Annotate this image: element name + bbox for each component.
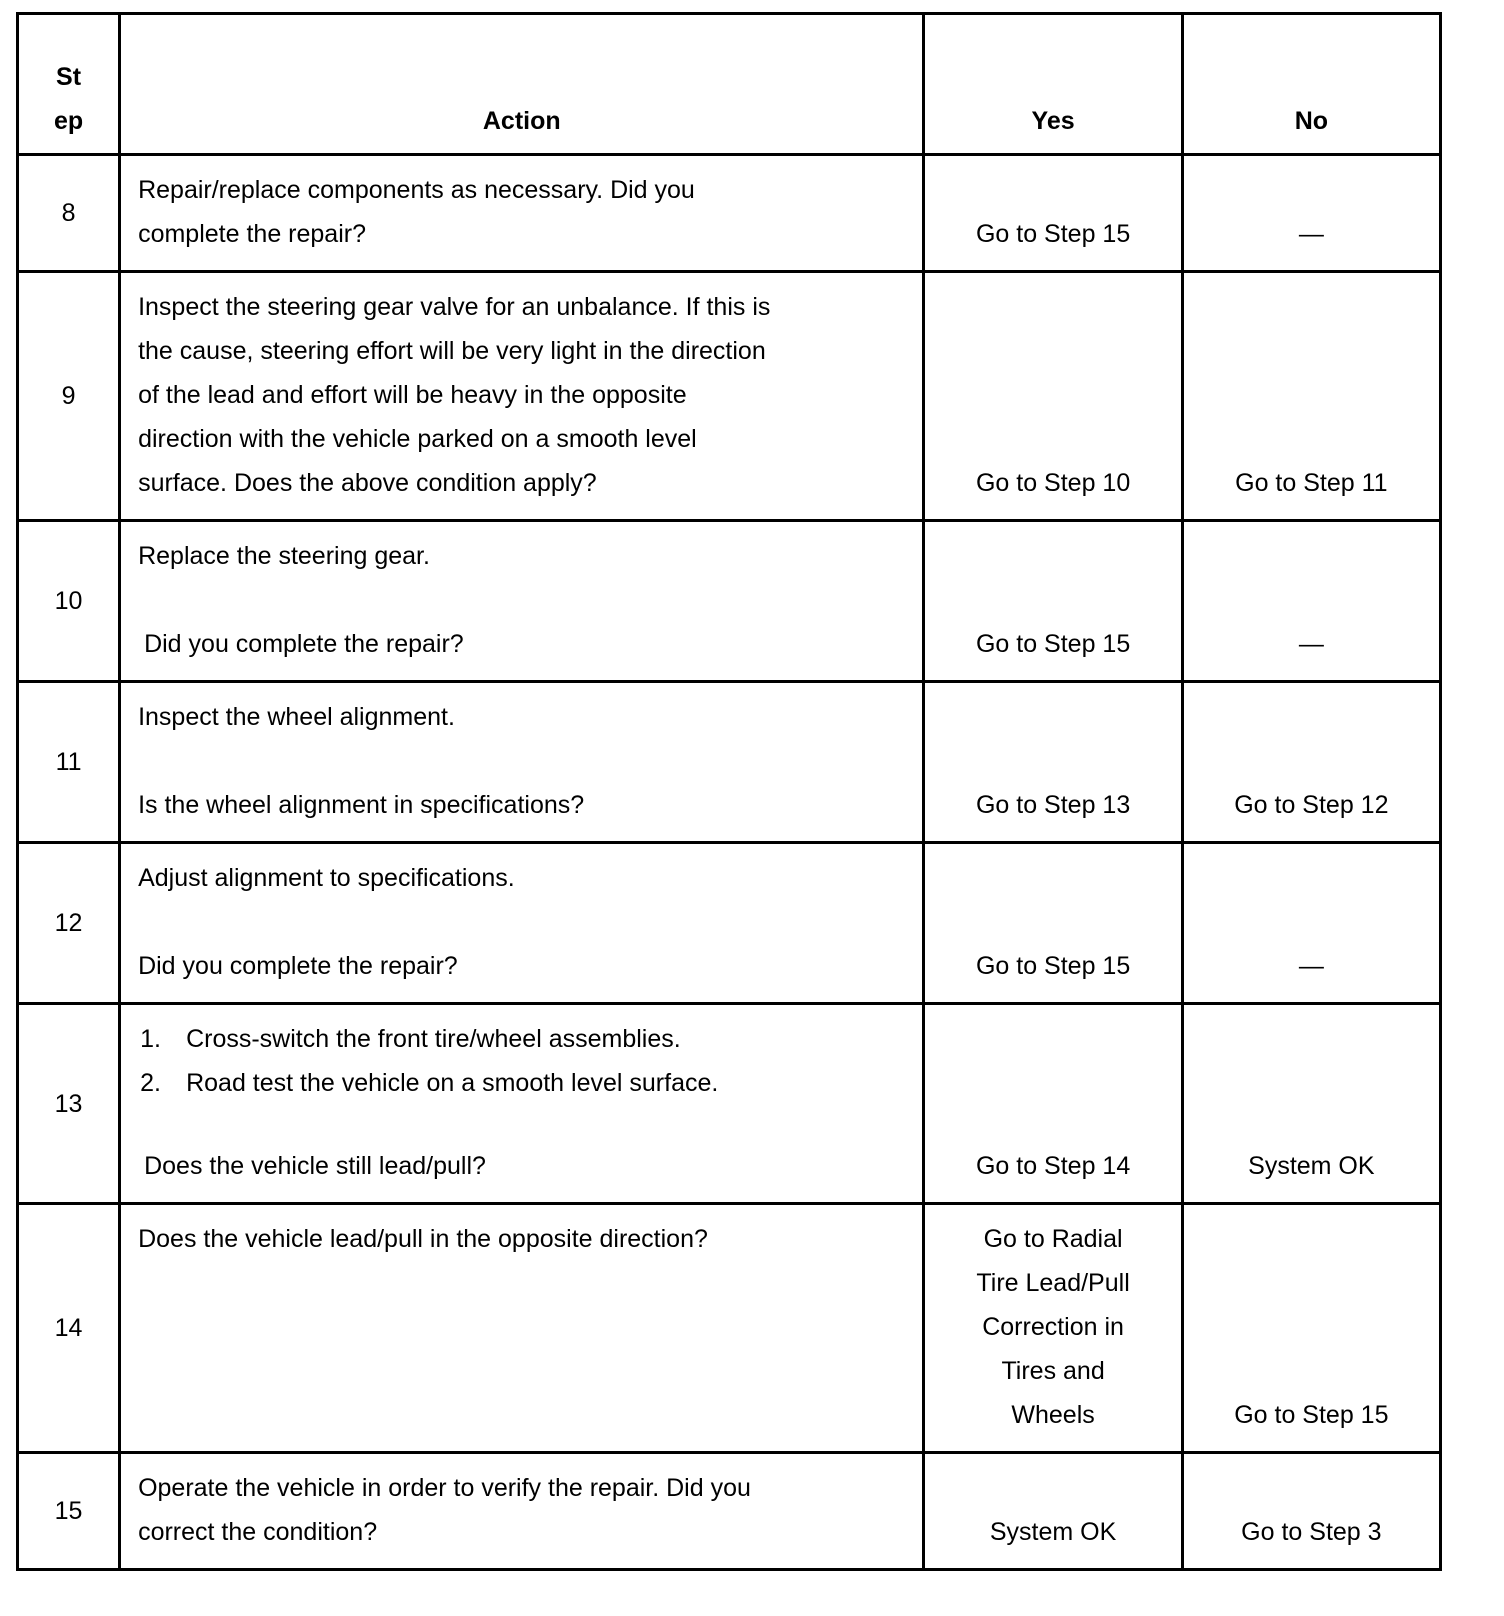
table-row [18,155,1441,272]
action-cell: Operate the vehicle in order to verify the repair. Did you correct the condition? [120,1453,924,1570]
no-cell: Go to Step 15 [1182,1204,1440,1453]
header-yes: Yes [924,14,1182,155]
action-cell: Adjust alignment to specifications. Did you complete the repair? [120,843,924,1004]
table-row [18,272,1441,521]
action-cell: Inspect the wheel alignment. Is the wheel alignment in specifications? [120,682,924,843]
step-number: 14 [18,1204,120,1453]
step-number: 11 [18,682,120,843]
step-number: 15 [18,1453,120,1570]
yes-cell: Go to Step 15 [924,843,1182,1004]
header-action: Action [120,14,924,155]
header-no: No [1182,14,1440,155]
no-cell: Go to Step 3 [1182,1453,1440,1570]
yes-cell: Go to Step 10 [924,272,1182,521]
step-number: 12 [18,843,120,1004]
no-cell: System OK [1182,1004,1440,1204]
yes-cell: Go to Step 14 [924,1004,1182,1204]
action-cell: 1. Cross-switch the front tire/wheel assemblies. 2. Road test the vehicle on a smooth level surface. Does the vehicle still lead/pull? [120,1004,924,1204]
step-number: 9 [18,272,120,521]
step-number: 8 [18,155,120,272]
step-number: 10 [18,521,120,682]
diagnostic-step-table [16,12,1442,1571]
yes-cell: System OK [924,1453,1182,1570]
action-cell: Replace the steering gear. Did you complete the repair? [120,521,924,682]
no-cell: — [1182,521,1440,682]
yes-cell: Go to Radial Tire Lead/Pull Correction in Tires and Wheels [924,1204,1182,1453]
table-row [18,1004,1441,1204]
list-item: 1. Cross-switch the front tire/wheel assemblies. [140,1025,681,1053]
numbered-list [138,1017,906,1105]
no-cell: Go to Step 11 [1182,272,1440,521]
action-cell: Inspect the steering gear valve for an unbalance. If this is the cause, steering effort will be very light in the direction of the lead and effort will be heavy in the opposite direction with the vehicle parked on a smooth level surface. Does the above condition apply? [120,272,924,521]
table-row [18,843,1441,1004]
table-row [18,1453,1441,1570]
action-cell: Repair/replace components as necessary. Did you complete the repair? [120,155,924,272]
action-cell: Does the vehicle lead/pull in the opposite direction? [120,1204,924,1453]
yes-cell: Go to Step 15 [924,155,1182,272]
table-row [18,521,1441,682]
header-step: St ep [18,14,120,155]
no-cell: Go to Step 12 [1182,682,1440,843]
list-item: 2. Road test the vehicle on a smooth level surface. [140,1069,719,1097]
table-row [18,682,1441,843]
no-cell: — [1182,155,1440,272]
yes-cell: Go to Step 13 [924,682,1182,843]
table-row [18,1204,1441,1453]
header-row [18,14,1441,155]
yes-cell: Go to Step 15 [924,521,1182,682]
step-number: 13 [18,1004,120,1204]
no-cell: — [1182,843,1440,1004]
